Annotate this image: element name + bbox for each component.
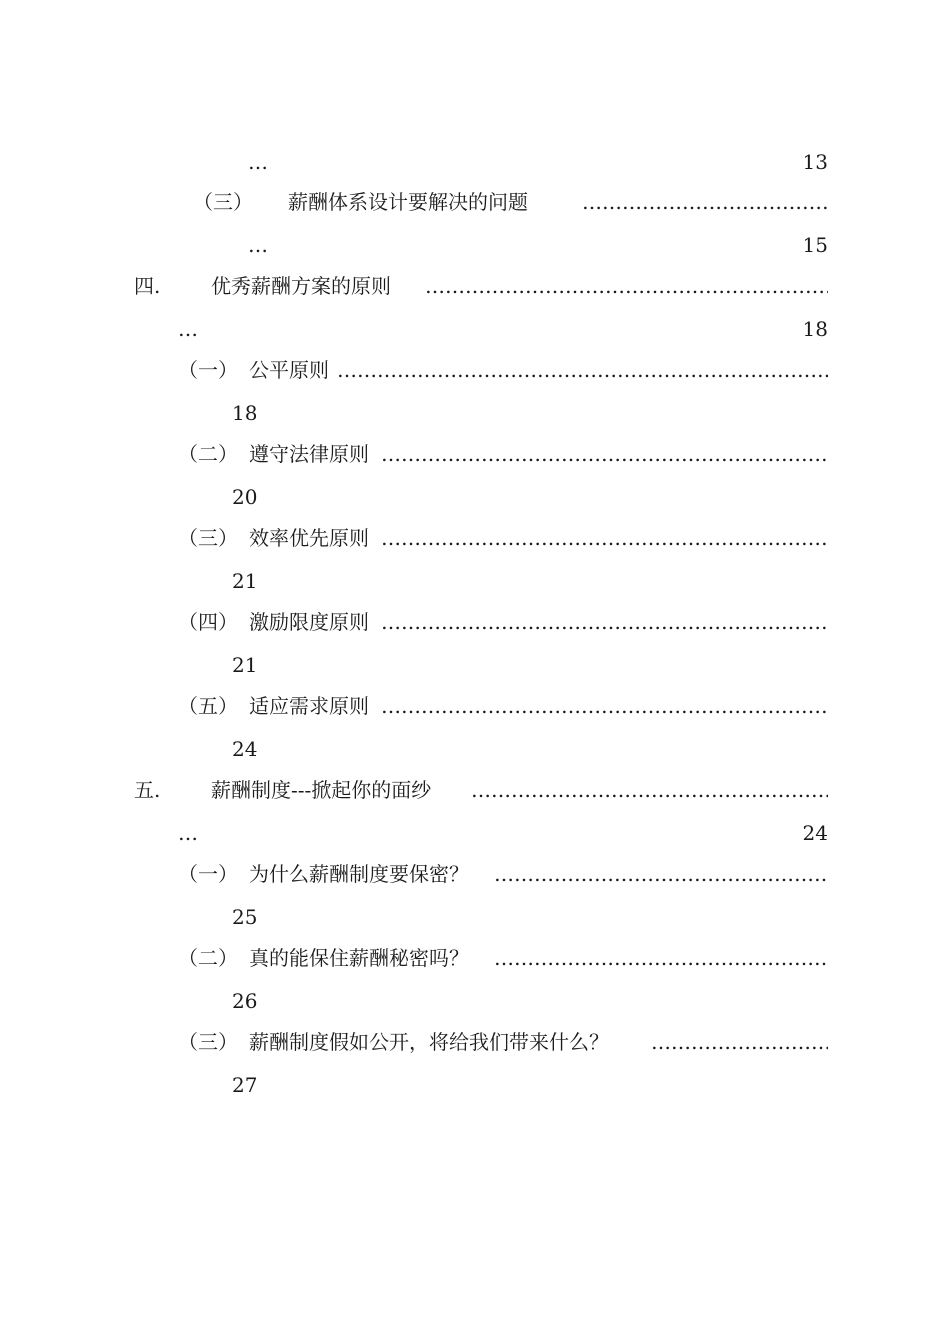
toc-section-title: 薪酬制度---掀起你的面纱 xyxy=(211,778,432,802)
toc-page-number[interactable]: 13 xyxy=(802,150,828,174)
toc-dot-leader xyxy=(381,610,828,634)
toc-page-number: 25 xyxy=(232,905,258,929)
toc-dot-leader xyxy=(494,946,828,970)
toc-leader-cont: … xyxy=(178,821,198,845)
toc-section-label: 五. xyxy=(134,778,161,802)
toc-entry-label: （一） xyxy=(178,358,238,382)
toc-entry-title: 薪酬制度假如公开，将给我们带来什么？ xyxy=(249,1030,609,1054)
toc-entry-label: （三） xyxy=(178,526,238,550)
toc-dot-leader xyxy=(582,190,828,214)
toc-entry-label: （二） xyxy=(178,442,238,466)
toc-dot-leader xyxy=(425,274,828,298)
toc-dot-leader xyxy=(337,358,828,382)
toc-entry-title: 为什么薪酬制度要保密？ xyxy=(249,862,469,886)
toc-leader-cont: … xyxy=(248,233,268,257)
toc-dot-leader xyxy=(381,442,828,466)
toc-dot-leader xyxy=(471,778,828,802)
toc-page-number: 26 xyxy=(232,989,258,1013)
toc-page-number: 21 xyxy=(232,653,258,677)
toc-page-number: 18 xyxy=(232,401,258,425)
toc-entry-title: 真的能保住薪酬秘密吗？ xyxy=(249,946,469,970)
toc-page-number: 20 xyxy=(232,485,258,509)
toc-entry-title: 激励限度原则 xyxy=(249,610,369,634)
toc-dot-leader xyxy=(494,862,828,886)
toc-entry-title: 遵守法律原则 xyxy=(249,442,369,466)
toc-dot-leader xyxy=(381,526,828,550)
toc-leader-cont: … xyxy=(248,150,268,174)
toc-page-number: 21 xyxy=(232,569,258,593)
toc-section-title: 优秀薪酬方案的原则 xyxy=(211,274,391,298)
toc-entry-title: 薪酬体系设计要解决的问题 xyxy=(288,190,528,214)
toc-entry-label: （五） xyxy=(178,694,238,718)
toc-entry-title: 公平原则 xyxy=(249,358,329,382)
toc-entry-title: 效率优先原则 xyxy=(249,526,369,550)
toc-entry-title: 适应需求原则 xyxy=(249,694,369,718)
toc-dot-leader xyxy=(651,1030,828,1054)
toc-section-label: 四. xyxy=(134,274,161,298)
toc-entry-label: （三） xyxy=(178,1030,238,1054)
toc-entry-label: （二） xyxy=(178,946,238,970)
toc-page-number: 15 xyxy=(802,233,828,257)
toc-entry-label: （四） xyxy=(178,610,238,634)
toc-page-number: 18 xyxy=(802,317,828,341)
toc-page-number: 27 xyxy=(232,1073,258,1097)
toc-page-number: 24 xyxy=(802,821,828,845)
toc-entry-label: （一） xyxy=(178,862,238,886)
toc-page-number: 24 xyxy=(232,737,258,761)
toc-dot-leader xyxy=(381,694,828,718)
toc-leader-cont: … xyxy=(178,317,198,341)
toc-entry-label: （三） xyxy=(193,190,253,214)
